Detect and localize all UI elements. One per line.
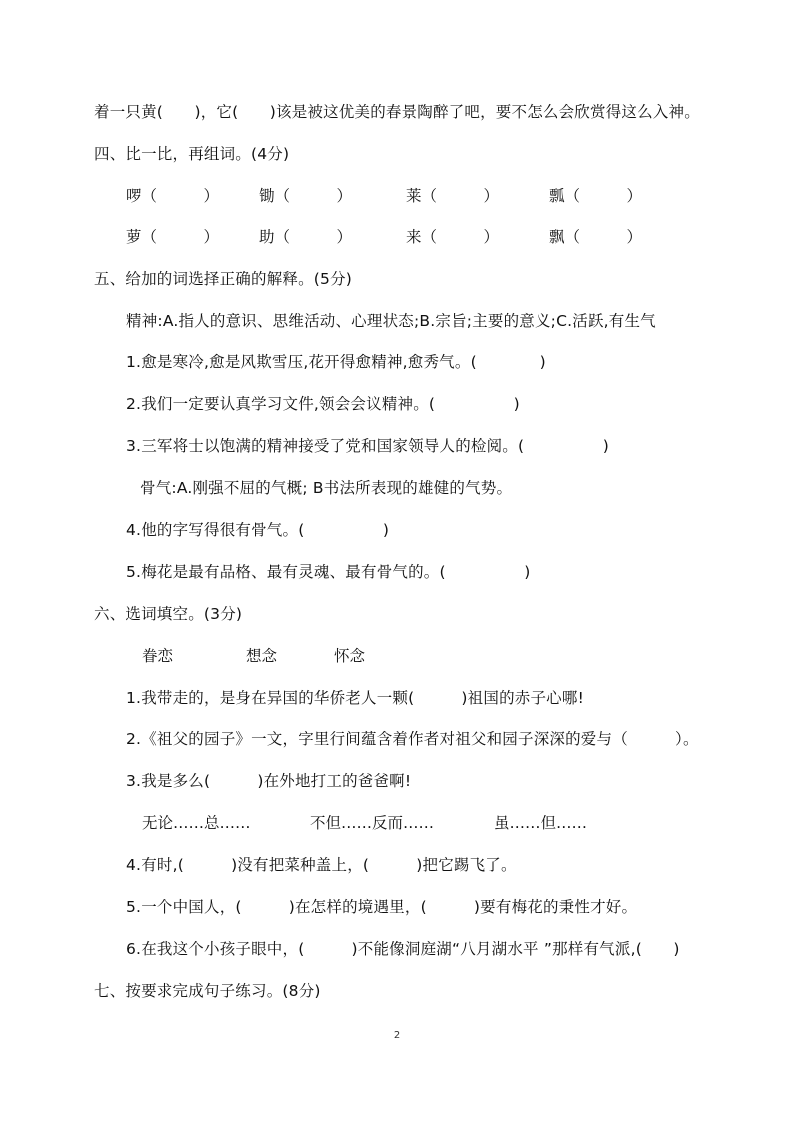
question-line: 1.我带走的，是身在异国的华侨老人一颗( )祖国的赤子心哪! [126,689,584,707]
question-line: 2.我们一定要认真学习文件,领会会议精神。( ) [126,395,520,413]
compare-item: 助（ ） [259,228,353,246]
section-heading-5: 五、给加的词选择正确的解释。(5分) [94,270,353,288]
compare-item: 萝（ ） [126,228,220,246]
compare-item: 飘（ ） [549,228,643,246]
section-heading-6: 六、选词填空。(3分) [94,605,243,623]
question-line: 2.《祖父的园子》一文，字里行间蕴含着作者对祖父和园子深深的爱与（ ）。 [126,730,699,748]
compare-row-1 [0,185,794,207]
compare-item: 锄（ ） [259,187,353,205]
question-line: 4.有时,( )没有把菜种盖上，( )把它踢飞了。 [126,856,517,874]
question-line: 4.他的字写得很有骨气。( ) [126,521,390,539]
word-choice: 怀念 [334,647,366,665]
section-heading-7: 七、按要求完成句子练习。(8分) [94,982,321,1000]
word-choices-1 [0,645,794,667]
compare-item: 啰（ ） [126,187,220,205]
compare-item: 瓢（ ） [549,187,643,205]
definition-line: 骨气:A.刚强不屈的气概; B书法所表现的雄健的气势。 [140,479,513,497]
compare-row-2 [0,226,794,248]
question-line: 5.梅花是最有品格、最有灵魂、最有骨气的。( ) [126,563,531,581]
text-line: 着一只黄( )，它( )该是被这优美的春景陶醉了吧，要不怎么会欣赏得这么入神。 [94,103,700,121]
question-line: 1.愈是寒冷,愈是风欺雪压,花开得愈精神,愈秀气。( ) [126,353,546,371]
question-line: 6.在我这个小孩子眼中，( )不能像洞庭湖“八月湖水平 ”那样有气派,( ) [126,940,680,958]
question-line: 3.三军将士以饱满的精神接受了党和国家领导人的检阅。( ) [126,437,609,455]
word-choice: 虽……但…… [494,814,588,832]
definition-line: 精神:A.指人的意识、思维活动、心理状态;B.宗旨;主要的意义;C.活跃,有生气 [126,312,656,330]
word-choice: 眷恋 [142,647,174,665]
question-line: 3.我是多么( )在外地打工的爸爸啊! [126,772,412,790]
compare-item: 莱（ ） [406,187,500,205]
question-line: 5.一个中国人，( )在怎样的境遇里，( )要有梅花的秉性才好。 [126,898,638,916]
word-choice: 不但……反而…… [310,814,435,832]
compare-item: 来（ ） [406,228,500,246]
section-heading-4: 四、比一比，再组词。(4分) [94,145,290,163]
word-choice: 想念 [246,647,278,665]
page-number: 2 [393,1030,401,1041]
word-choice: 无论……总…… [142,814,251,832]
word-choices-2 [0,812,794,834]
